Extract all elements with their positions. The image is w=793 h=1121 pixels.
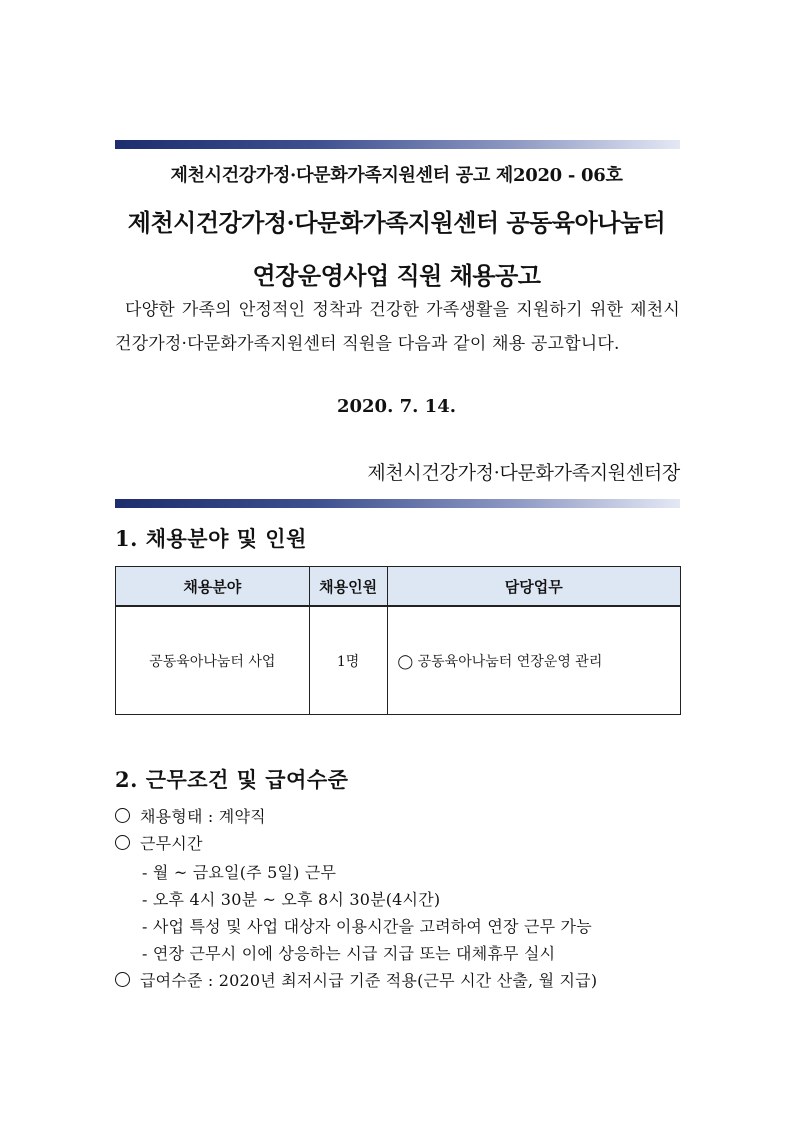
cell-duty: ◯ 공동육아나눔터 연장운영 관리: [387, 606, 680, 715]
circle-bullet-icon: [115, 835, 130, 850]
column-header-field: 채용분야: [116, 567, 310, 607]
condition-text: 근무시간: [140, 834, 203, 853]
issuer-name: 제천시건강가정·다문화가족지원센터장: [367, 462, 680, 484]
table-row: [116, 606, 681, 715]
column-header-count: 채용인원: [309, 567, 387, 607]
circle-bullet-icon: [115, 972, 130, 987]
notice-number: 제천시건강가정·다문화가족지원센터 공고 제2020 - 06호: [170, 165, 623, 186]
page-title: 제천시건강가정·다문화가족지원센터 공동육아나눔터: [127, 208, 666, 237]
condition-text: 급여수준 : 2020년 최저시급 기준 적용(근무 시간 산출, 월 지급): [140, 971, 598, 990]
condition-text: 채용형태 : 계약직: [140, 807, 266, 826]
work-hours-detail: - 연장 근무시 이에 상응하는 시급 지급 또는 대체휴무 실시: [142, 944, 556, 963]
notice-date: 2020. 7. 14.: [336, 396, 456, 417]
section-title-recruitment: 1. 채용분야 및 인원: [115, 526, 307, 551]
cell-count: 1명: [309, 606, 387, 715]
work-hours-detail: - 오후 4시 30분 ~ 오후 8시 30분(4시간): [142, 890, 441, 909]
section-divider-bar: [115, 499, 680, 508]
column-header-duty: 담당업무: [387, 567, 680, 607]
header-divider-bar: [115, 140, 680, 149]
cell-field: 공동육아나눔터 사업: [116, 606, 310, 715]
condition-item-employment-type: [115, 804, 266, 827]
work-hours-detail: - 월 ~ 금요일(주 5일) 근무: [142, 863, 337, 882]
work-hours-detail: - 사업 특성 및 사업 대상자 이용시간을 고려하여 연장 근무 가능: [142, 917, 592, 936]
section-title-conditions: 2. 근무조건 및 급여수준: [115, 767, 349, 792]
recruitment-table: [115, 566, 681, 715]
intro-paragraph: 다양한 가족의 안정적인 정착과 건강한 가족생활을 지원하기 위한 제천시건강가정·다문화가족지원센터 직원을 다음과 같이 채용 공고합니다.: [115, 300, 680, 354]
condition-item-salary: [115, 968, 597, 991]
circle-bullet-icon: [115, 808, 130, 823]
page-subtitle: 연장운영사업 직원 채용공고: [252, 261, 541, 290]
condition-item-work-hours: [115, 831, 203, 854]
table-header-row: [116, 567, 681, 607]
